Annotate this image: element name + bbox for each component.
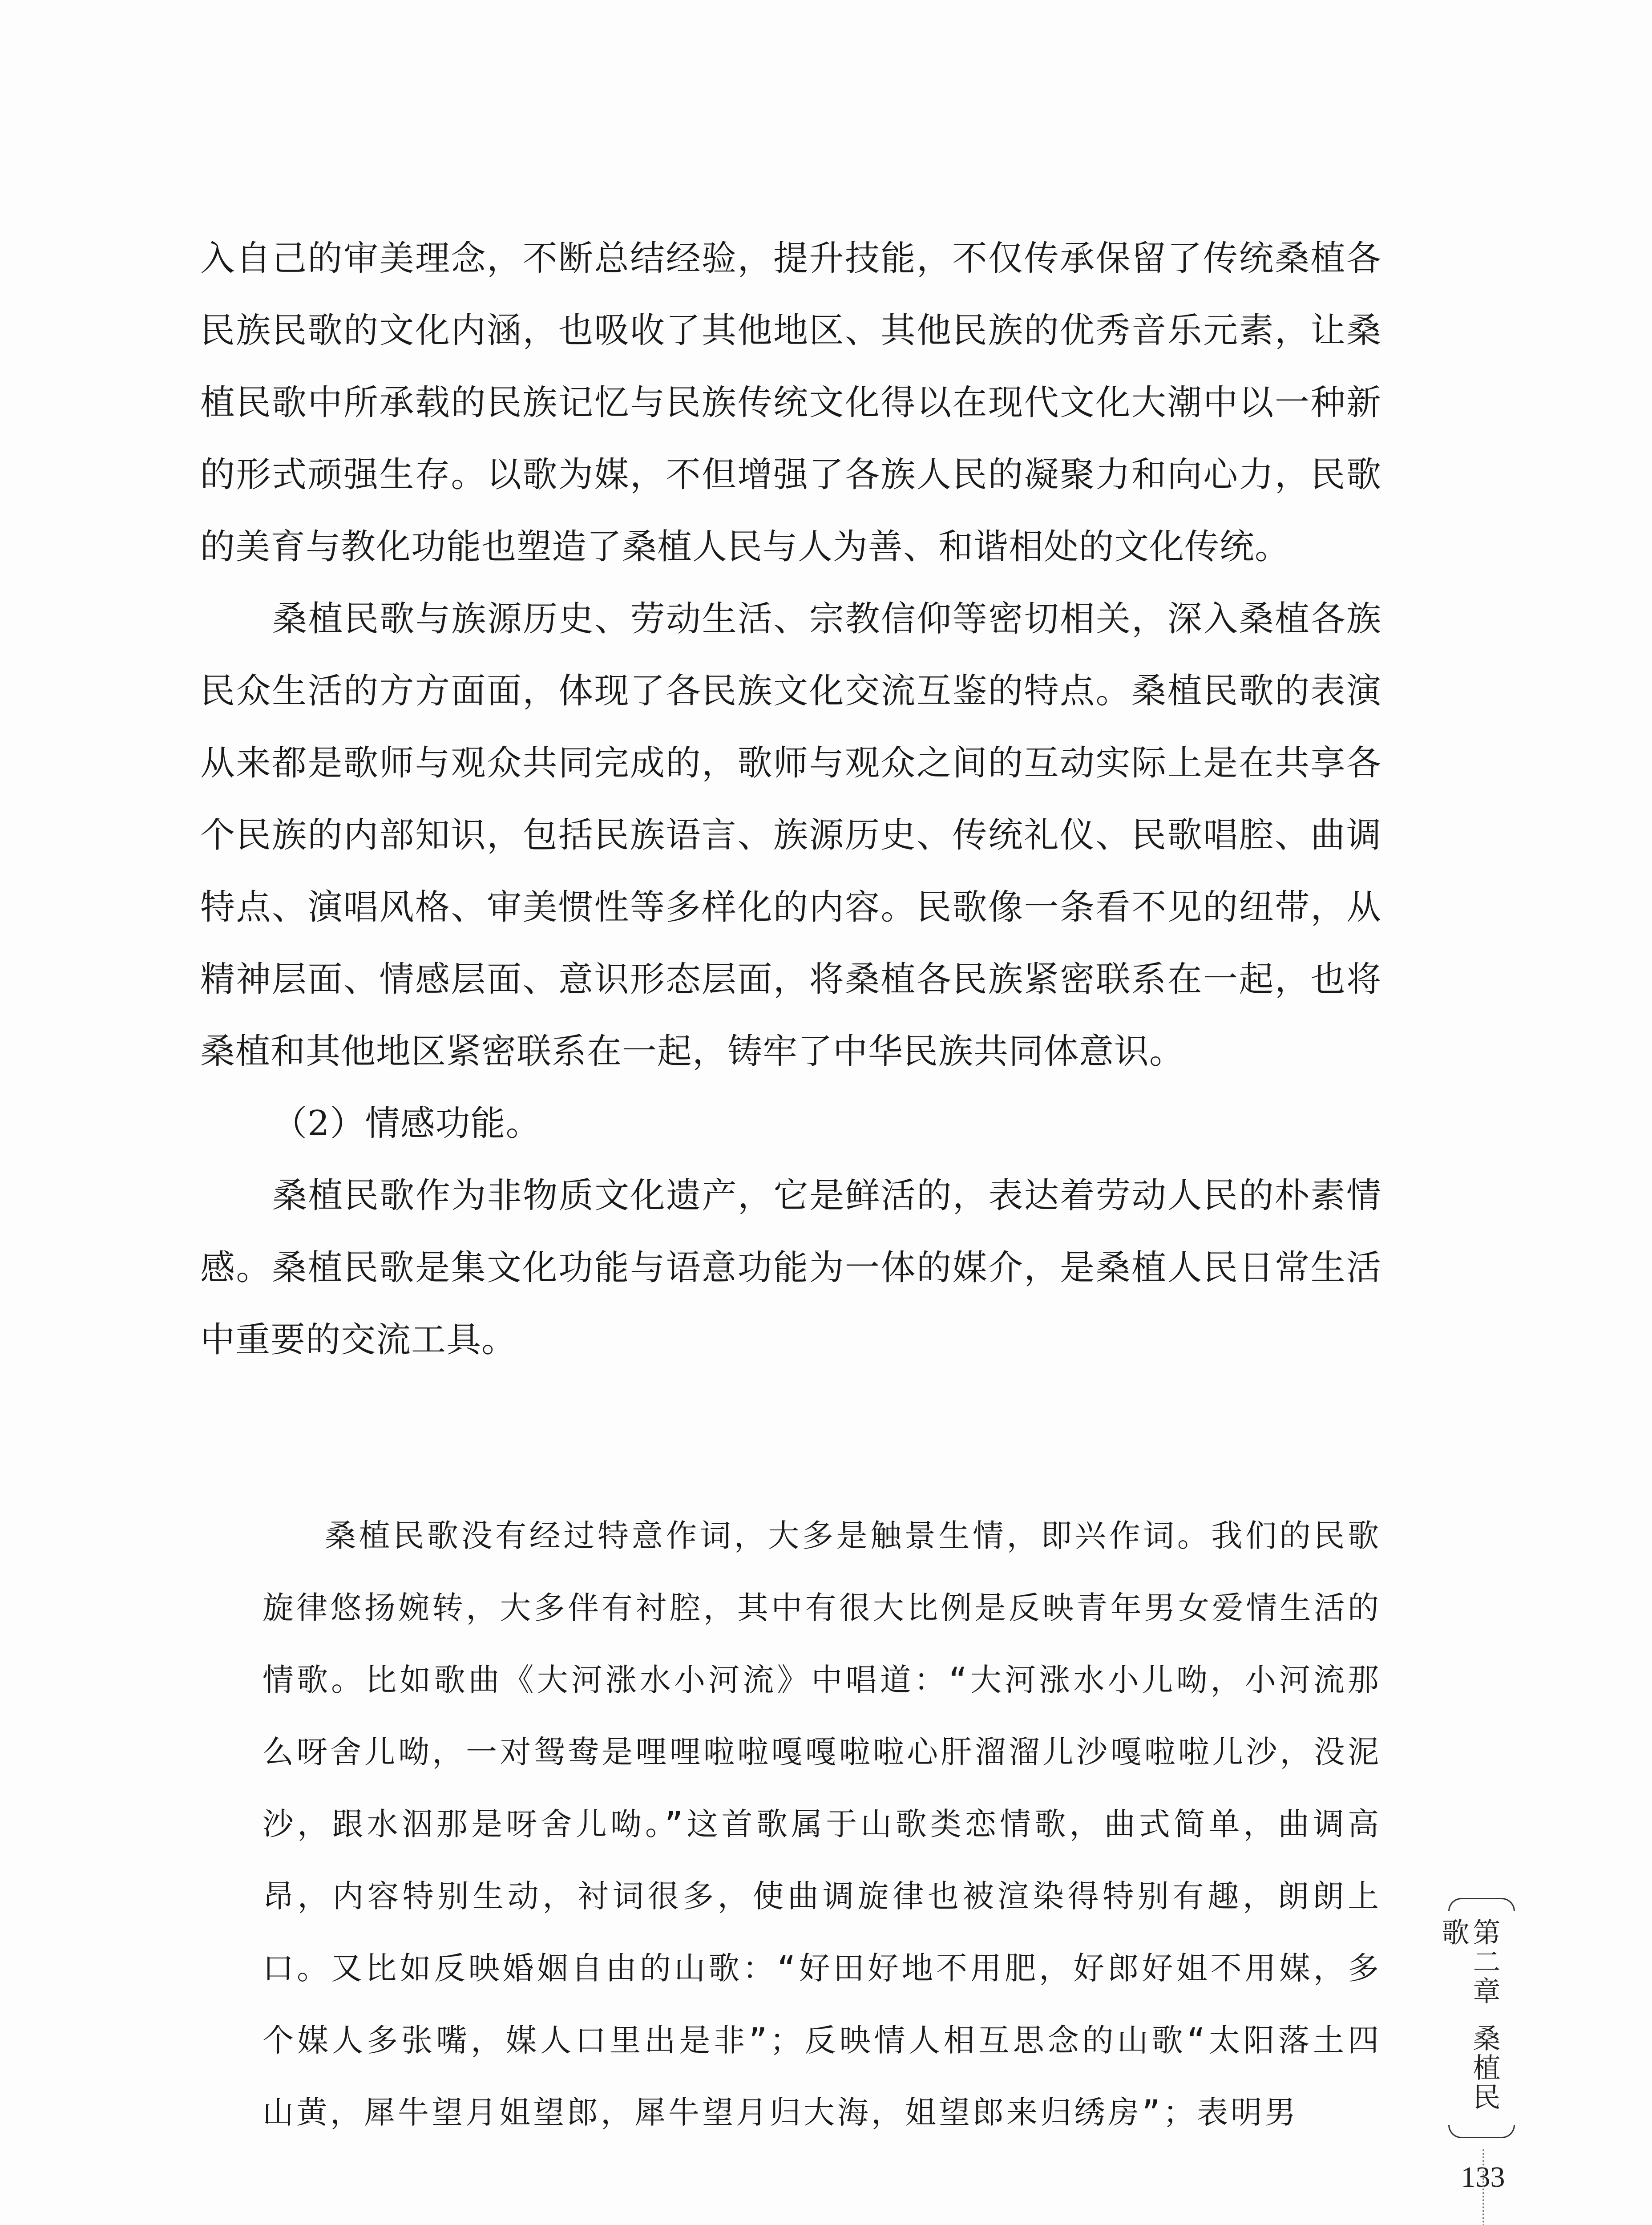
paragraph: 桑植民歌作为非物质文化遗产，它是鲜活的，表达着劳动人民的朴素情感。桑植民歌是集文化功能与语意功能为一体的媒介，是桑植人民日常生活中重要的交流工具。: [200, 1176, 1381, 1360]
chapter-title: 桑植民歌: [1437, 1918, 1501, 2112]
tab-bracket-bottom: [1448, 2125, 1515, 2138]
tab-bracket-top: [1448, 1898, 1515, 1911]
block-quote: [263, 1500, 1381, 2148]
main-text: [200, 222, 1381, 1376]
section-heading: （2）情感功能。: [272, 1104, 541, 1144]
quote-text: 桑植民歌没有经过特意作词，大多是触景生情，即兴作词。我们的民歌旋律悠扬婉转，大多伴有衬腔，其中有很大比例是反映青年男女爱情生活的情歌。比如歌曲《大河涨水小河流》中唱道：“大河涨水小儿呦，小河流那么呀舍儿呦，一对鸳鸯是哩哩啦啦嘎嘎啦啦心肝溜溜儿沙嘎啦啦儿沙，没泥沙，跟水泅那是呀舍儿呦。”这首歌属于山歌类恋情歌，曲式简单，曲调高昂，内容特别生动，衬词很多，使曲调旋律也被渲染得特别有趣，朗朗上口。又比如反映婚姻自由的山歌：“好田好地不用肥，好郎好姐不用媒，多个媒人多张嘴，媒人口里出是非”；反映情人相互思念的山歌“太阳落土四山黄，犀牛望月姐望郎，犀牛望月归大海，姐望郎来归绣房”；表明男: [263, 1517, 1381, 2131]
paragraph: 桑植民歌与族源历史、劳动生活、宗教信仰等密切相关，深入桑植各族民众生活的方方面面，体现了各民族文化交流互鉴的特点。桑植民歌的表演从来都是歌师与观众共同完成的，歌师与观众之间的互动实际上是在共享各个民族的内部知识，包括民族语言、族源历史、传统礼仪、民歌唱腔、曲调特点、演唱风格、审美惯性等多样化的内容。民歌像一条看不见的纽带，从精神层面、情感层面、意识形态层面，将桑植各民族紧密联系在一起，也将桑植和其他地区紧密联系在一起，铸牢了中华民族共同体意识。: [200, 599, 1381, 1072]
chapter-side-tab: [1437, 1898, 1515, 2138]
chapter-number: 第二章: [1468, 1918, 1501, 2006]
page-number: 133: [1461, 2161, 1505, 2193]
chapter-label: [1437, 1918, 1501, 2138]
margin-dotted-rule: [1482, 2149, 1484, 2225]
paragraph-continuation: 入自己的审美理念，不断总结经验，提升技能，不仅传承保留了传统桑植各民族民歌的文化内涵，也吸收了其他地区、其他民族的优秀音乐元素，让桑植民歌中所承载的民族记忆与民族传统文化得以在现代文化大潮中以一种新的形式顽强生存。以歌为媒，不但增强了各族人民的凝聚力和向心力，民歌的美育与教化功能也塑造了桑植人民与人为善、和谐相处的文化传统。: [200, 239, 1381, 567]
